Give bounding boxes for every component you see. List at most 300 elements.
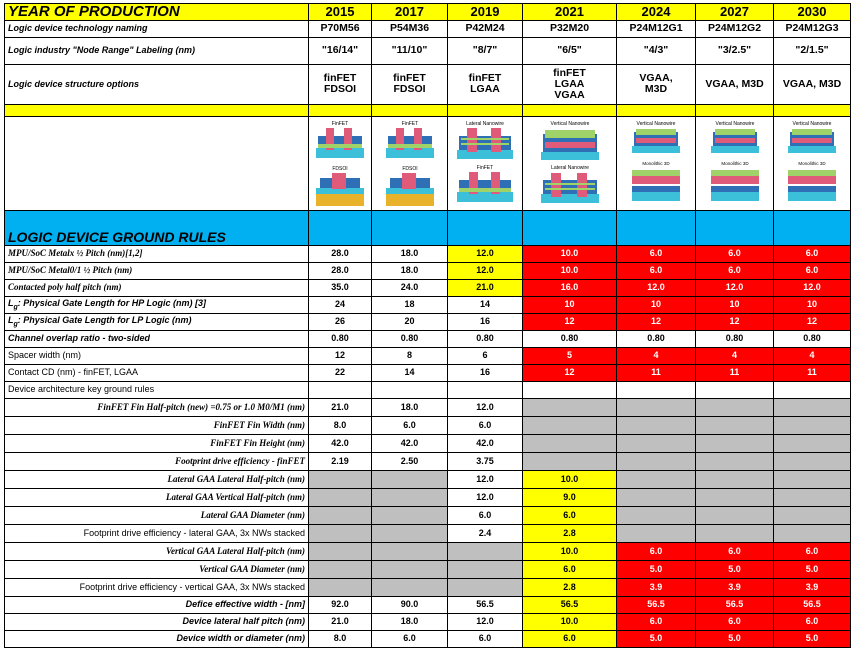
- naming-value: P70M56: [309, 20, 372, 37]
- monolithic-3d-caption: Monolithic 3D: [642, 161, 670, 167]
- ground-rule-value: [696, 398, 774, 416]
- ground-rule-value: 56.5: [448, 596, 523, 613]
- ground-rule-value: 6.0: [372, 416, 448, 434]
- tier-shape: [632, 170, 680, 176]
- lateral-nanowire-illustration: [453, 118, 517, 208]
- ground-rule-value: 16.0: [523, 279, 617, 296]
- ground-rule-value: 10.0: [523, 470, 617, 488]
- fin-shape: [388, 144, 432, 148]
- ground-rule-value: 28.0: [309, 245, 372, 262]
- ground-rule-row: [5, 578, 851, 596]
- ground-rule-value: [774, 416, 851, 434]
- ground-rule-value: 11: [774, 364, 851, 381]
- ground-rule-value: [617, 398, 696, 416]
- nanowire-shape: [461, 143, 509, 145]
- vertical-monolithic-3d-illustration: [626, 118, 686, 208]
- ground-rule-value: 6.0: [523, 630, 617, 647]
- ground-rules-body: [5, 245, 851, 647]
- ground-rule-value: 12.0: [448, 613, 523, 630]
- year-2019: 2019: [448, 4, 523, 21]
- ground-rule-label: Device lateral half pitch (nm): [5, 613, 309, 630]
- year-2021: 2021: [523, 4, 617, 21]
- label-subscript: g: [13, 303, 18, 311]
- ground-rule-value: 12.0: [448, 398, 523, 416]
- ground-rule-row: [5, 630, 851, 647]
- ground-rule-label: Vertical GAA Lateral Half-pitch (nm): [5, 542, 309, 560]
- ground-rule-value: 6.0: [774, 262, 851, 279]
- ground-rule-value: 6.0: [696, 262, 774, 279]
- ground-rule-value: 21.0: [448, 279, 523, 296]
- vertical-wire-shape: [545, 130, 595, 138]
- ground-rule-value: 2.8: [523, 578, 617, 596]
- ground-rule-value: [372, 381, 448, 398]
- ground-rule-value: 10.0: [523, 542, 617, 560]
- ground-rule-value: 4: [696, 347, 774, 364]
- finfet-fdsoi-illustration: [382, 118, 438, 208]
- ground-rule-value: [448, 560, 523, 578]
- ground-rule-value: 10: [523, 296, 617, 313]
- ground-rule-value: [372, 542, 448, 560]
- structure-option: VGAA, M3D: [696, 64, 774, 104]
- ground-rule-row: [5, 416, 851, 434]
- vertical-wire-shape: [636, 129, 676, 135]
- ground-rule-row: [5, 524, 851, 542]
- ground-rule-value: [774, 488, 851, 506]
- ground-rule-value: [774, 506, 851, 524]
- substrate-shape: [316, 194, 364, 206]
- ground-rule-value: 3.9: [617, 578, 696, 596]
- tier-shape: [632, 186, 680, 192]
- ground-rule-value: 4: [617, 347, 696, 364]
- ground-rule-row: [5, 488, 851, 506]
- ground-rule-value: [309, 488, 372, 506]
- label-subscript: g: [13, 320, 18, 328]
- ground-rule-row: [5, 245, 851, 262]
- gate-shape: [715, 138, 755, 143]
- ground-rule-value: 4: [774, 347, 851, 364]
- ground-rule-value: [617, 470, 696, 488]
- substrate-shape: [632, 192, 680, 201]
- naming-row: [5, 20, 851, 37]
- ground-rule-value: 12.0: [448, 470, 523, 488]
- tier-shape: [788, 170, 836, 176]
- ground-rule-value: 24: [309, 296, 372, 313]
- ground-rule-label: Defice effective width - [nm]: [5, 596, 309, 613]
- tier-shape: [711, 170, 759, 176]
- ground-rule-row: [5, 470, 851, 488]
- yellow-spacer-row: [5, 104, 851, 116]
- ground-rule-value: 12.0: [696, 279, 774, 296]
- ground-rule-value: 18.0: [372, 245, 448, 262]
- ground-rule-value: 6.0: [617, 245, 696, 262]
- ground-rule-value: [523, 416, 617, 434]
- ground-rule-value: [523, 434, 617, 452]
- ground-rule-value: 10.0: [523, 613, 617, 630]
- vertical-nanowire-caption: Vertical Nanowire: [636, 121, 676, 128]
- ground-rule-value: 5.0: [774, 630, 851, 647]
- ground-rule-value: 35.0: [309, 279, 372, 296]
- ground-rule-value: 18: [372, 296, 448, 313]
- node-range-value: "6/5": [523, 37, 617, 64]
- ground-rule-value: 56.5: [774, 596, 851, 613]
- monolithic-3d-caption: Monolithic 3D: [798, 161, 826, 167]
- ground-rule-row: [5, 347, 851, 364]
- ground-rule-value: 42.0: [309, 434, 372, 452]
- ground-rule-value: 6.0: [774, 613, 851, 630]
- gate-shape: [545, 142, 595, 148]
- ground-rule-value: [774, 398, 851, 416]
- ground-rule-label: Lateral GAA Vertical Half-pitch (nm): [5, 488, 309, 506]
- ground-rule-row: [5, 381, 851, 398]
- structure-label: Logic device structure options: [5, 64, 309, 104]
- ground-rule-label: Channel overlap ratio - two-sided: [5, 330, 309, 347]
- substrate-shape: [457, 192, 513, 202]
- ground-rule-value: 21.0: [309, 398, 372, 416]
- ground-rule-value: 16: [448, 364, 523, 381]
- ground-rule-label: Vertical GAA Diameter (nm): [5, 560, 309, 578]
- ground-rule-value: 5.0: [774, 560, 851, 578]
- ground-rule-value: 6.0: [774, 542, 851, 560]
- naming-value: P54M36: [372, 20, 448, 37]
- ground-rule-label: Contact CD (nm) - finFET, LGAA: [5, 364, 309, 381]
- nanowire-shape: [545, 188, 595, 190]
- ground-rule-value: 12: [523, 313, 617, 330]
- ground-rule-row: [5, 542, 851, 560]
- ground-rule-value: [523, 381, 617, 398]
- illustration-row: [5, 116, 851, 210]
- ground-rule-row: [5, 262, 851, 279]
- ground-rule-value: 14: [448, 296, 523, 313]
- ground-rule-label: FinFET Fin Half-pitch (new) =0.75 or 1.0 M0/M1 (nm): [5, 398, 309, 416]
- year-row: [5, 4, 851, 21]
- ground-rule-value: 12: [309, 347, 372, 364]
- ground-rule-value: 6.0: [696, 542, 774, 560]
- node-range-value: "16/14": [309, 37, 372, 64]
- label-text: : Physical Gate Length for LP Logic (nm): [17, 314, 192, 325]
- ground-rule-value: 6.0: [448, 416, 523, 434]
- ground-rule-value: 26: [309, 313, 372, 330]
- ground-rule-value: 3.9: [774, 578, 851, 596]
- ground-rule-value: [309, 560, 372, 578]
- ground-rule-value: 5: [523, 347, 617, 364]
- label-prefix: L: [8, 297, 14, 308]
- ground-rule-row: [5, 613, 851, 630]
- nanowire-shape: [545, 183, 595, 185]
- ground-rule-value: 8: [372, 347, 448, 364]
- ground-rule-value: 2.50: [372, 452, 448, 470]
- ground-rule-value: [309, 578, 372, 596]
- ground-rule-value: [774, 434, 851, 452]
- ground-rule-value: 16: [448, 313, 523, 330]
- ground-rule-row: [5, 296, 851, 313]
- ground-rule-value: 18.0: [372, 398, 448, 416]
- ground-rule-value: 6.0: [523, 506, 617, 524]
- ground-rule-label: Footprint drive efficiency - finFET: [5, 452, 309, 470]
- ground-rule-value: 12.0: [448, 245, 523, 262]
- ground-rule-label: FinFET Fin Height (nm): [5, 434, 309, 452]
- vertical-nanowire-caption: Vertical Nanowire: [550, 121, 589, 128]
- label-prefix: L: [8, 314, 14, 325]
- naming-value: P42M24: [448, 20, 523, 37]
- ground-rule-value: 6.0: [448, 630, 523, 647]
- ground-rule-value: 42.0: [372, 434, 448, 452]
- structure-option: finFET: [553, 66, 586, 79]
- ground-rule-value: 6.0: [372, 630, 448, 647]
- structure-row: [5, 64, 851, 104]
- year-header-label: YEAR OF PRODUCTION: [5, 4, 309, 21]
- ground-rule-value: 2.4: [448, 524, 523, 542]
- ground-rule-value: 8.0: [309, 630, 372, 647]
- ground-rule-value: 3.75: [448, 452, 523, 470]
- ground-rule-value: 0.80: [309, 330, 372, 347]
- structure-option: finFET: [323, 72, 357, 85]
- ground-rule-value: 5.0: [617, 630, 696, 647]
- ground-rule-value: 42.0: [448, 434, 523, 452]
- structure-option: finFET: [393, 72, 426, 85]
- ground-rule-value: [617, 506, 696, 524]
- ground-rule-value: [372, 578, 448, 596]
- ground-rule-value: 90.0: [372, 596, 448, 613]
- ground-rule-value: 24.0: [372, 279, 448, 296]
- section-row: [5, 210, 851, 245]
- gate-shape: [402, 173, 416, 189]
- ground-rule-value: 6.0: [617, 262, 696, 279]
- ground-rule-row: [5, 596, 851, 613]
- ground-rule-value: 20: [372, 313, 448, 330]
- ground-rule-value: 10.0: [523, 262, 617, 279]
- ground-rule-value: 12.0: [448, 262, 523, 279]
- structure-option: finFET: [468, 72, 502, 85]
- finfet-caption: FinFET: [401, 121, 418, 128]
- ground-rule-value: 3.9: [696, 578, 774, 596]
- ground-rule-row: [5, 560, 851, 578]
- substrate-shape: [788, 192, 836, 201]
- ground-rule-value: [774, 381, 851, 398]
- ground-rule-value: 10: [696, 296, 774, 313]
- ground-rule-value: 6.0: [523, 560, 617, 578]
- nanowire-shape: [461, 138, 509, 140]
- naming-label: Logic device technology naming: [5, 20, 309, 37]
- ground-rule-value: [372, 524, 448, 542]
- section-title: LOGIC DEVICE GROUND RULES: [5, 210, 309, 245]
- gate-shape: [636, 138, 676, 143]
- ground-rule-value: 12.0: [617, 279, 696, 296]
- gate-shape: [792, 138, 832, 143]
- ground-rule-value: [774, 470, 851, 488]
- structure-option: LGAA: [470, 83, 500, 96]
- ground-rule-value: 12.0: [774, 279, 851, 296]
- node-range-label: Logic industry "Node Range" Labeling (nm): [5, 37, 309, 64]
- ground-rule-value: 14: [372, 364, 448, 381]
- naming-value: P32M20: [523, 20, 617, 37]
- year-2027: 2027: [696, 4, 774, 21]
- node-range-value: "8/7": [448, 37, 523, 64]
- ground-rule-value: 6.0: [617, 542, 696, 560]
- ground-rule-value: 11: [696, 364, 774, 381]
- finfet-caption: FinFET: [331, 121, 349, 128]
- ground-rule-label: Spacer width (nm): [5, 347, 309, 364]
- ground-rule-value: 10: [617, 296, 696, 313]
- ground-rule-value: [696, 381, 774, 398]
- ground-rule-value: [774, 524, 851, 542]
- ground-rule-row: [5, 279, 851, 296]
- ground-rule-value: 0.80: [696, 330, 774, 347]
- ground-rule-value: 12.0: [448, 488, 523, 506]
- ground-rule-value: [448, 578, 523, 596]
- ground-rule-value: 6.0: [448, 506, 523, 524]
- vertical-wire-shape: [792, 129, 832, 135]
- ground-rule-value: 0.80: [617, 330, 696, 347]
- structure-option: VGAA: [554, 88, 585, 101]
- ground-rule-value: 18.0: [372, 613, 448, 630]
- fin-shape: [318, 144, 362, 148]
- finfet-caption: FinFET: [476, 165, 494, 172]
- ground-rule-value: [696, 434, 774, 452]
- ground-rule-row: [5, 452, 851, 470]
- ground-rule-value: 2.8: [523, 524, 617, 542]
- ground-rule-value: 12: [617, 313, 696, 330]
- ground-rule-row: [5, 364, 851, 381]
- ground-rule-value: [617, 452, 696, 470]
- ground-rule-value: 56.5: [523, 596, 617, 613]
- ground-rule-value: 5.0: [696, 560, 774, 578]
- naming-value: P24M12G3: [774, 20, 851, 37]
- tier-shape: [632, 176, 680, 184]
- substrate-shape: [316, 148, 364, 158]
- ground-rule-label: MPU/SoC Metalx ½ Pitch (nm)[1,2]: [5, 245, 309, 262]
- ground-rule-value: [696, 416, 774, 434]
- ground-rule-value: 0.80: [523, 330, 617, 347]
- tier-shape: [788, 186, 836, 192]
- ground-rule-value: [448, 381, 523, 398]
- ground-rule-value: 6.0: [696, 245, 774, 262]
- ground-rule-value: 2.19: [309, 452, 372, 470]
- ground-rule-value: 12: [774, 313, 851, 330]
- ground-rule-value: 12: [696, 313, 774, 330]
- fdsoi-caption: FDSOI: [332, 166, 348, 173]
- ground-rule-label: Contacted poly half pitch (nm): [5, 279, 309, 296]
- ground-rule-label: Device width or diameter (nm): [5, 630, 309, 647]
- ground-rule-value: 6.0: [774, 245, 851, 262]
- ground-rule-value: 18.0: [372, 262, 448, 279]
- ground-rule-value: [617, 381, 696, 398]
- structure-option: VGAA, M3D: [774, 64, 851, 104]
- ground-rule-value: [617, 434, 696, 452]
- ground-rule-value: [696, 470, 774, 488]
- substrate-shape: [386, 148, 434, 158]
- vertical-nanowire-caption: Vertical Nanowire: [715, 121, 754, 128]
- fdsoi-caption: FDSOI: [401, 166, 418, 173]
- ground-rule-label: Footprint drive efficiency - vertical GAA, 3x NWs stacked: [5, 578, 309, 596]
- node-range-row: [5, 37, 851, 64]
- node-range-value: "3/2.5": [696, 37, 774, 64]
- node-range-value: "2/1.5": [774, 37, 851, 64]
- ground-rule-label: [5, 313, 309, 330]
- ground-rule-value: 28.0: [309, 262, 372, 279]
- ground-rule-value: [523, 398, 617, 416]
- ground-rule-value: [372, 488, 448, 506]
- year-2015: 2015: [309, 4, 372, 21]
- ground-rule-row: [5, 506, 851, 524]
- ground-rule-label: MPU/SoC Metal0/1 ½ Pitch (nm): [5, 262, 309, 279]
- finfet-fdsoi-illustration: [312, 118, 368, 208]
- year-2017: 2017: [372, 4, 448, 21]
- substrate-shape: [711, 146, 759, 153]
- lateral-nanowire-caption: Lateral Nanowire: [550, 165, 589, 172]
- vertical-nanowire-caption: Vertical Nanowire: [792, 121, 832, 128]
- ground-rule-value: [617, 416, 696, 434]
- ground-rule-value: 11: [617, 364, 696, 381]
- ground-rule-value: 6.0: [617, 613, 696, 630]
- ground-rule-value: [696, 452, 774, 470]
- year-2030: 2030: [774, 4, 851, 21]
- ground-rule-value: 9.0: [523, 488, 617, 506]
- vertical-wire-shape: [715, 129, 755, 135]
- ground-rule-value: 8.0: [309, 416, 372, 434]
- ground-rule-value: [372, 506, 448, 524]
- ground-rule-value: [372, 560, 448, 578]
- substrate-shape: [541, 152, 599, 160]
- ground-rule-value: 0.80: [448, 330, 523, 347]
- ground-rule-value: 0.80: [774, 330, 851, 347]
- ground-rule-value: 12: [523, 364, 617, 381]
- ground-rule-value: [309, 524, 372, 542]
- monolithic-3d-caption: Monolithic 3D: [720, 161, 749, 167]
- ground-rule-value: [448, 542, 523, 560]
- node-range-value: "11/10": [372, 37, 448, 64]
- substrate-shape: [788, 146, 836, 153]
- ground-rule-value: 92.0: [309, 596, 372, 613]
- ground-rule-value: [372, 470, 448, 488]
- ground-rule-value: 22: [309, 364, 372, 381]
- ground-rule-label: FinFET Fin Width (nm): [5, 416, 309, 434]
- ground-rule-row: [5, 330, 851, 347]
- ground-rule-value: [309, 506, 372, 524]
- ground-rule-label: Lateral GAA Diameter (nm): [5, 506, 309, 524]
- ground-rule-value: [309, 470, 372, 488]
- structure-option: LGAA: [554, 77, 585, 90]
- naming-value: P24M12G1: [617, 20, 696, 37]
- label-text: : Physical Gate Length for HP Logic (nm) [3]: [17, 297, 206, 308]
- vertical-monolithic-3d-illustration: [705, 118, 765, 208]
- substrate-shape: [632, 146, 680, 153]
- ground-rule-value: [696, 488, 774, 506]
- ground-rule-value: 56.5: [617, 596, 696, 613]
- ground-rule-value: [617, 488, 696, 506]
- ground-rule-label: Footprint drive efficiency - lateral GAA, 3x NWs stacked: [5, 524, 309, 542]
- ground-rule-value: 21.0: [309, 613, 372, 630]
- tier-shape: [711, 176, 759, 184]
- ground-rule-value: 5.0: [696, 630, 774, 647]
- ground-rule-value: [523, 452, 617, 470]
- structure-option: FDSOI: [393, 83, 426, 96]
- ground-rule-label: Device architecture key ground rules: [5, 381, 309, 398]
- ground-rule-label: Lateral GAA Lateral Half-pitch (nm): [5, 470, 309, 488]
- ground-rule-value: [696, 524, 774, 542]
- vertical-monolithic-3d-illustration: [782, 118, 842, 208]
- ground-rule-value: 6.0: [696, 613, 774, 630]
- gate-shape: [332, 173, 346, 189]
- ground-rule-row: [5, 313, 851, 330]
- tier-shape: [711, 186, 759, 192]
- substrate-shape: [457, 150, 513, 159]
- ground-rule-value: [696, 506, 774, 524]
- ground-rule-label: [5, 296, 309, 313]
- ground-rule-value: 10.0: [523, 245, 617, 262]
- lateral-nanowire-caption: Lateral Nanowire: [466, 121, 504, 128]
- ground-rule-value: [309, 381, 372, 398]
- ground-rule-value: 10: [774, 296, 851, 313]
